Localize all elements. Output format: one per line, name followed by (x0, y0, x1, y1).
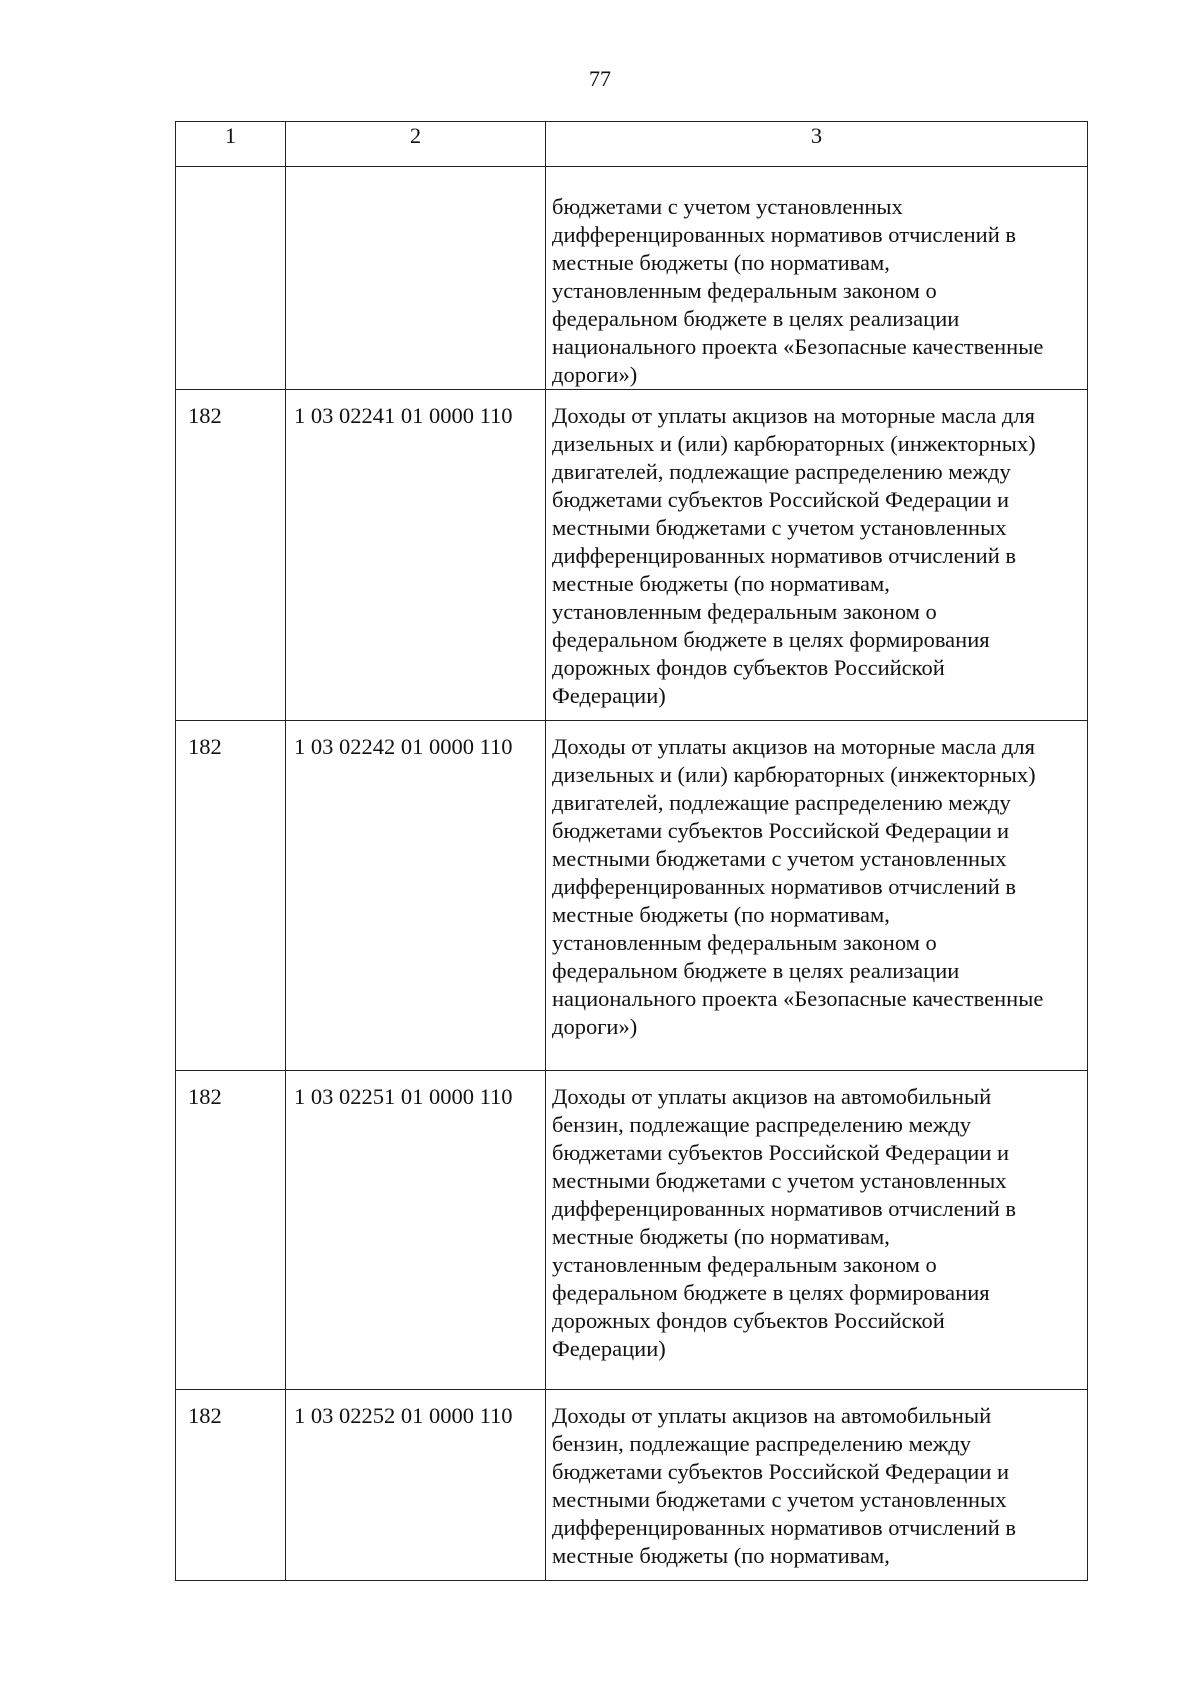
description-line: бюджетами субъектов Российской Федерации и (552, 1459, 1010, 1484)
description-line: дороги») (552, 1014, 638, 1039)
admin-code-cell: 182 (176, 1071, 286, 1390)
description-line: дифференцированных нормативов отчислений в (552, 222, 1016, 247)
description-line: дороги») (552, 362, 638, 387)
description-line: дорожных фондов субъектов Российской (552, 655, 945, 680)
description-line: Доходы от уплаты акцизов на моторные масла для (552, 403, 1035, 428)
description-line: Доходы от уплаты акцизов на моторные масла для (552, 734, 1035, 759)
description-line: дифференцированных нормативов отчислений в (552, 1515, 1016, 1540)
description-line: местные бюджеты (по нормативам, (552, 1543, 890, 1568)
header-col-1: 1 (176, 122, 286, 167)
admin-code-cell: 182 (176, 1390, 286, 1581)
budget-classification-code-cell (286, 167, 546, 390)
description-cell (546, 721, 1088, 1071)
description-line: дизельных и (или) карбюраторных (инжекторных) (552, 762, 1036, 787)
header-col-2: 2 (286, 122, 546, 167)
description-line: дифференцированных нормативов отчислений в (552, 543, 1016, 568)
page-number: 77 (589, 66, 611, 91)
table-header-row (176, 122, 1088, 167)
budget-classification-code-cell: 1 03 02251 01 0000 110 (286, 1071, 546, 1390)
description-line: бюджетами субъектов Российской Федерации и (552, 487, 1010, 512)
description-line: двигателей, подлежащие распределению между (552, 459, 1011, 484)
budget-classification-code-cell: 1 03 02252 01 0000 110 (286, 1390, 546, 1581)
admin-code-cell: 182 (176, 390, 286, 721)
description-line: федеральном бюджете в целях формирования (552, 1280, 990, 1305)
table-row (176, 1390, 1088, 1581)
budget-code-table (175, 121, 1088, 1581)
description-line: федеральном бюджете в целях реализации (552, 306, 960, 331)
admin-code-cell (176, 167, 286, 390)
budget-classification-code-cell: 1 03 02242 01 0000 110 (286, 721, 546, 1071)
description-line: установленным федеральным законом о (552, 1252, 937, 1277)
description-line: Доходы от уплаты акцизов на автомобильный (552, 1403, 992, 1428)
description-line: местными бюджетами с учетом установленных (552, 1168, 1007, 1193)
description-line: установленным федеральным законом о (552, 599, 937, 624)
description-line: установленным федеральным законом о (552, 930, 937, 955)
description-line: бюджетами с учетом установленных (552, 194, 903, 219)
description-line: местные бюджеты (по нормативам, (552, 1224, 890, 1249)
table-row (176, 167, 1088, 390)
description-line: Федерации) (552, 1336, 666, 1361)
description-line: национального проекта «Безопасные качественные (552, 334, 1044, 359)
description-line: бюджетами субъектов Российской Федерации и (552, 1140, 1010, 1165)
description-cell (546, 1390, 1088, 1581)
description-line: Доходы от уплаты акцизов на автомобильный (552, 1084, 992, 1109)
description-line: бензин, подлежащие распределению между (552, 1431, 972, 1456)
description-line: дифференцированных нормативов отчислений в (552, 1196, 1016, 1221)
description-line: Федерации) (552, 683, 666, 708)
description-line: двигателей, подлежащие распределению между (552, 790, 1011, 815)
description-cell (546, 1071, 1088, 1390)
description-cell (546, 390, 1088, 721)
budget-classification-code-cell: 1 03 02241 01 0000 110 (286, 390, 546, 721)
header-col-3: 3 (546, 122, 1088, 167)
description-line: местными бюджетами с учетом установленных (552, 846, 1007, 871)
description-cell (546, 167, 1088, 390)
description-line: местные бюджеты (по нормативам, (552, 902, 890, 927)
description-line: бензин, подлежащие распределению между (552, 1112, 972, 1137)
table-row (176, 1071, 1088, 1390)
description-line: дорожных фондов субъектов Российской (552, 1308, 945, 1333)
description-line: местные бюджеты (по нормативам, (552, 571, 890, 596)
description-line: установленным федеральным законом о (552, 278, 937, 303)
description-line: местные бюджеты (по нормативам, (552, 250, 890, 275)
description-line: федеральном бюджете в целях реализации (552, 958, 960, 983)
description-line: бюджетами субъектов Российской Федерации и (552, 818, 1010, 843)
description-line: местными бюджетами с учетом установленных (552, 515, 1007, 540)
description-line: федеральном бюджете в целях формирования (552, 627, 990, 652)
description-line: местными бюджетами с учетом установленных (552, 1487, 1007, 1512)
admin-code-cell: 182 (176, 721, 286, 1071)
description-line: дифференцированных нормативов отчислений в (552, 874, 1016, 899)
description-line: дизельных и (или) карбюраторных (инжекторных) (552, 431, 1036, 456)
table-row (176, 390, 1088, 721)
table-row (176, 721, 1088, 1071)
description-line: национального проекта «Безопасные качественные (552, 986, 1044, 1011)
